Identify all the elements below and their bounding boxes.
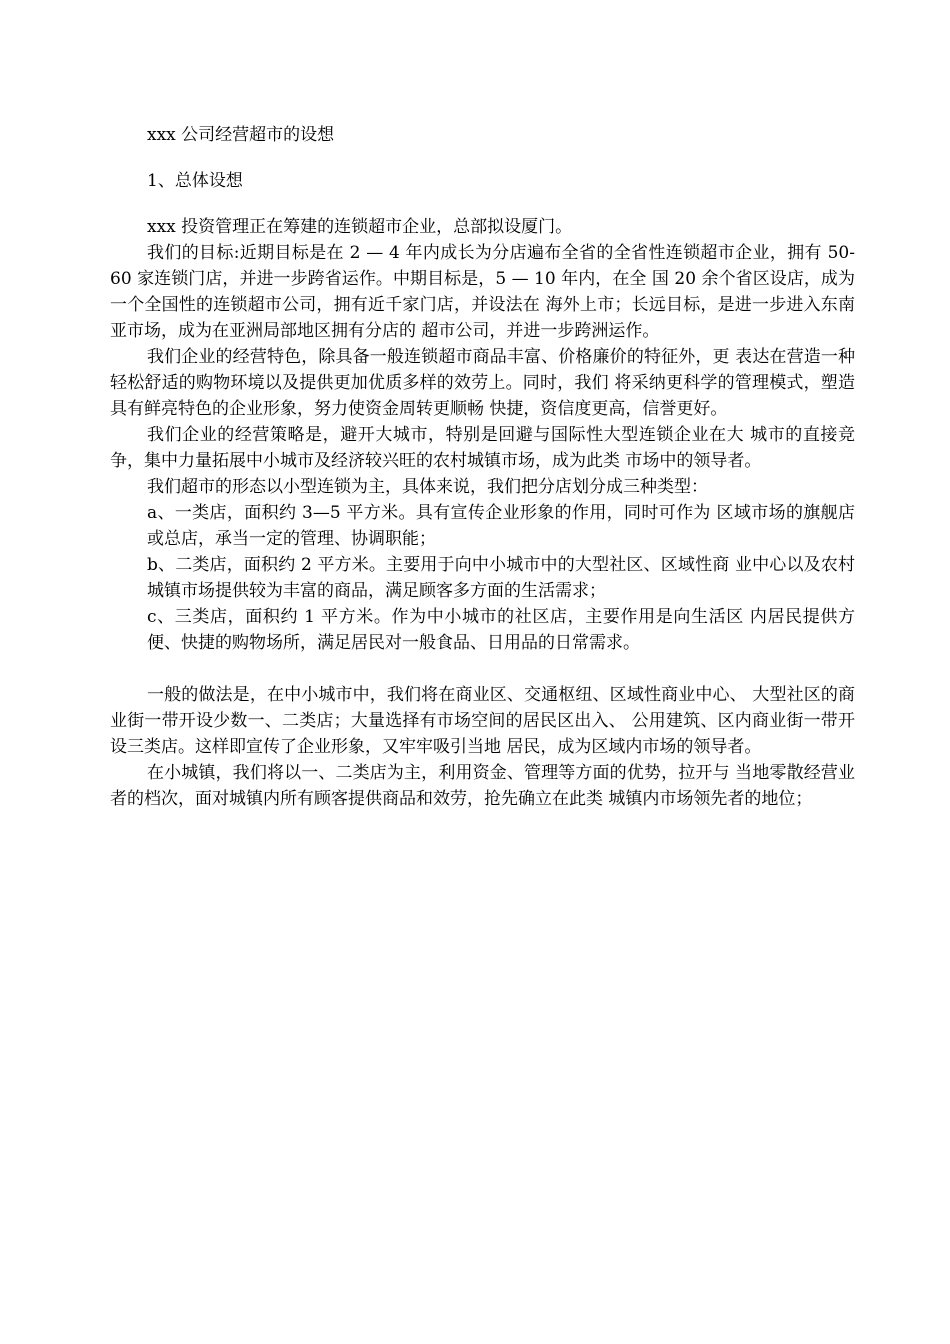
store-type-c: c、三类店，面积约 1 平方米。作为中小城市的社区店，主要作用是向生活区 内居民提供方便、快捷的购物场所，满足居民对一般食品、日用品的日常需求。 [147,607,855,653]
paragraph-features: 我们企业的经营特色，除具备一般连锁超市商品丰富、价格廉价的特征外，更 表达在营造一种轻松舒适的购物环境以及提供更加优质多样的效劳上。同时，我们 将采纳更科学的管理模式，塑造具有鲜亮特色的企业形象，努力使资金周转更顺畅 快捷，资信度更高，信誉更好。 [110,347,855,419]
paragraph-city-approach: 一般的做法是，在中小城市中，我们将在商业区、交通枢纽、区域性商业中心、 大型社区的商业街一带开设少数一、二类店；大量选择有市场空间的居民区出入、 公用建筑、区内商业街一带开设三类店。这样即宣传了企业形象，又牢牢吸引当地 居民，成为区域内市场的领导者。 [110,685,855,757]
document-title: xxx 公司经营超市的设想 [147,125,335,145]
paragraph-goals: 我们的目标:近期目标是在 2 — 4 年内成长为分店遍布全省的全省性连锁超市企业，拥有 50-60 家连锁门店，并进一步跨省运作。中期目标是，5 — 10 年内，在全 国 20 余个省区设店，成为一个全国性的连锁超市公司，拥有近千家门店，并设法在 海外上市；长远目标，是进一步进入东南亚市场，成为在亚洲局部地区拥有分店的 超市公司，并进一步跨洲运作。 [110,243,855,341]
store-type-a: a、一类店，面积约 3—5 平方米。具有宣传企业形象的作用，同时可作为 区域市场的旗舰店或总店，承当一定的管理、协调职能； [147,503,855,549]
store-type-b: b、二类店，面积约 2 平方米。主要用于向中小城市中的大型社区、区域性商 业中心以及农村城镇市场提供较为丰富的商品，满足顾客多方面的生活需求； [147,555,855,601]
paragraph-intro: xxx 投资管理正在筹建的连锁超市企业，总部拟设厦门。 [147,217,573,237]
paragraph-gap [110,656,855,682]
document-body [110,122,855,812]
section-heading: 1、总体设想 [147,171,243,191]
store-type-list [110,500,855,656]
paragraph-town-approach: 在小城镇，我们将以一、二类店为主，利用资金、管理等方面的优势，拉开与 当地零散经营业者的档次，面对城镇内所有顾客提供商品和效劳，抢先确立在此类 城镇内市场领先者的地位； [110,763,855,809]
paragraph-store-types-intro: 我们超市的形态以小型连锁为主，具体来说，我们把分店划分成三种类型： [147,477,708,497]
paragraph-strategy: 我们企业的经营策略是，避开大城市，特别是回避与国际性大型连锁企业在大 城市的直接竞争，集中力量拓展中小城市及经济较兴旺的农村城镇市场，成为此类 市场中的领导者。 [110,425,855,471]
